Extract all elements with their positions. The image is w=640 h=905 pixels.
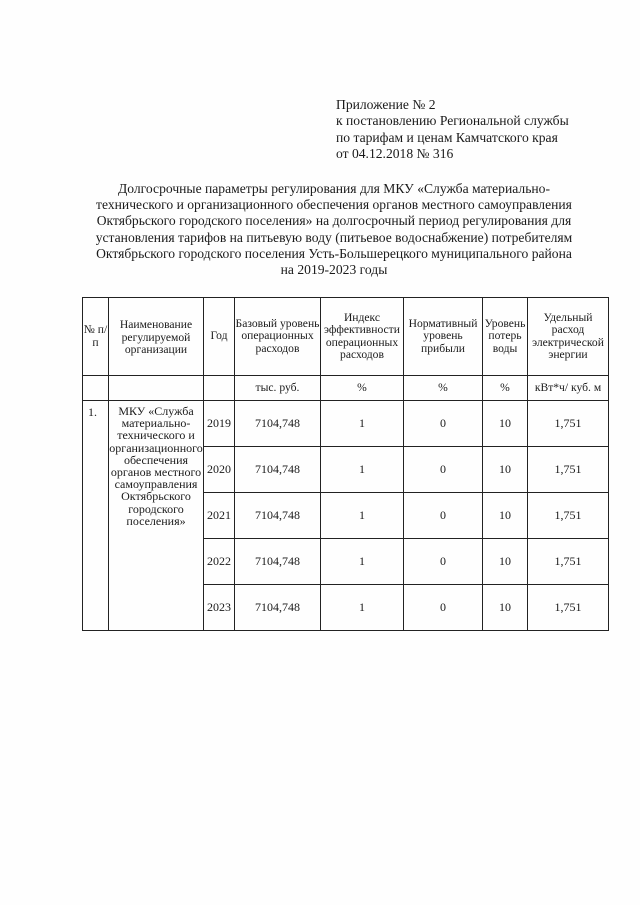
appendix-line: Приложение № 2 xyxy=(336,97,436,112)
unit-index: % xyxy=(321,376,404,401)
title-line: Октябрьского городского поселения Усть-Большерецкого муниципального района xyxy=(96,245,572,261)
appendix-line: к постановлению Региональной службы xyxy=(336,113,569,129)
unit-energy: кВт*ч/ куб. м xyxy=(528,376,609,401)
header-profit: Нормативный уровень прибыли xyxy=(404,298,483,376)
cell-profit: 0 xyxy=(404,493,483,539)
cell-index: 1 xyxy=(321,539,404,585)
cell-base: 7104,748 xyxy=(235,447,321,493)
cell-base: 7104,748 xyxy=(235,493,321,539)
cell-year: 2019 xyxy=(204,401,235,447)
cell-index: 1 xyxy=(321,401,404,447)
appendix-note xyxy=(336,97,569,163)
cell-index: 1 xyxy=(321,585,404,631)
header-year: Год xyxy=(204,298,235,376)
cell-year: 2022 xyxy=(204,539,235,585)
cell-index: 1 xyxy=(321,447,404,493)
header-loss: Уровень потерь воды xyxy=(483,298,528,376)
unit-loss: % xyxy=(483,376,528,401)
table-row xyxy=(83,401,609,447)
cell-loss: 10 xyxy=(483,447,528,493)
cell-year: 2020 xyxy=(204,447,235,493)
header-name: Наименование регулируемой организации xyxy=(109,298,204,376)
unit-base: тыс. руб. xyxy=(235,376,321,401)
row-number: 1. xyxy=(83,401,109,631)
regulation-parameters-table xyxy=(82,297,609,631)
organization-name: МКУ «Служба материально-технического и организационного обеспечения органов местного самоуправления Октябрьского городского поселения» xyxy=(109,401,204,631)
header-index: Индекс эффективности операционных расходов xyxy=(321,298,404,376)
cell-base: 7104,748 xyxy=(235,401,321,447)
cell-energy: 1,751 xyxy=(528,401,609,447)
appendix-line: от 04.12.2018 № 316 xyxy=(336,146,454,162)
cell-profit: 0 xyxy=(404,401,483,447)
header-energy: Удельный расход электрической энергии xyxy=(528,298,609,376)
appendix-line: по тарифам и ценам Камчатского края xyxy=(336,129,558,145)
cell-loss: 10 xyxy=(483,539,528,585)
header-num: № п/п xyxy=(83,298,109,376)
cell-year: 2021 xyxy=(204,493,235,539)
title-line: Октябрьского городского поселения» на долгосрочный период регулирования для xyxy=(96,213,572,229)
cell-base: 7104,748 xyxy=(235,539,321,585)
cell-energy: 1,751 xyxy=(528,539,609,585)
cell-energy: 1,751 xyxy=(528,447,609,493)
title-line: технического и организационного обеспечения органов местного самоуправления xyxy=(96,197,572,213)
cell-year: 2023 xyxy=(204,585,235,631)
units-row xyxy=(83,376,609,401)
document-title xyxy=(60,181,608,278)
title-line: Долгосрочные параметры регулирования для МКУ «Служба материально- xyxy=(118,181,550,196)
cell-index: 1 xyxy=(321,493,404,539)
cell-loss: 10 xyxy=(483,493,528,539)
table-header-row xyxy=(83,298,609,376)
header-base: Базовый уровень операционных расходов xyxy=(235,298,321,376)
cell-loss: 10 xyxy=(483,401,528,447)
title-line: на 2019-2023 годы xyxy=(280,262,388,278)
title-line: установления тарифов на питьевую воду (питьевое водоснабжение) потребителям xyxy=(95,229,573,245)
cell-profit: 0 xyxy=(404,447,483,493)
cell-base: 7104,748 xyxy=(235,585,321,631)
cell-loss: 10 xyxy=(483,585,528,631)
unit-profit: % xyxy=(404,376,483,401)
cell-profit: 0 xyxy=(404,585,483,631)
cell-profit: 0 xyxy=(404,539,483,585)
cell-energy: 1,751 xyxy=(528,493,609,539)
cell-energy: 1,751 xyxy=(528,585,609,631)
